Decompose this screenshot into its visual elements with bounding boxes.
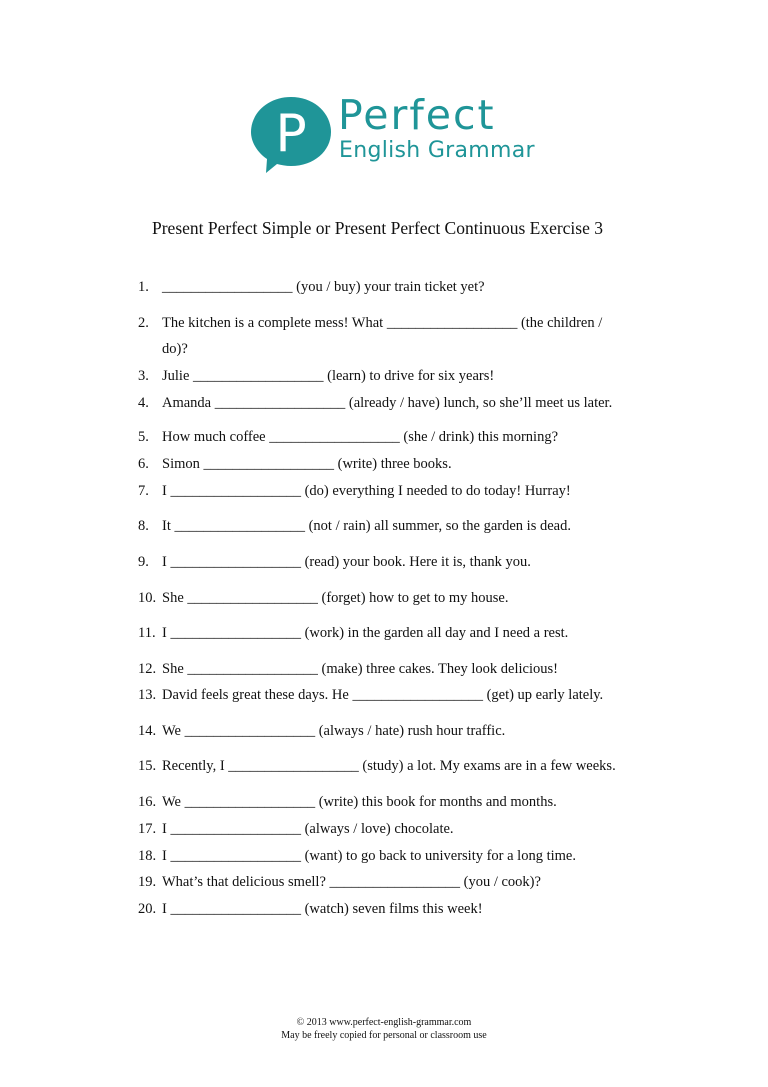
item-text: __________________ (you / buy) your train ticket yet? (162, 279, 485, 295)
exercise-item (138, 585, 509, 611)
exercise-item (138, 310, 602, 362)
exercise-item (138, 620, 568, 646)
item-text: I __________________ (always / love) chocolate. (162, 821, 454, 837)
logo-word-perfect: Perfect (338, 91, 496, 139)
exercise-item (138, 896, 483, 922)
item-number: 7. (138, 483, 149, 499)
item-text: Recently, I __________________ (study) a lot. My exams are in a few weeks. (162, 758, 616, 774)
exercise-item (138, 478, 571, 504)
logo-word-english-grammar: English Grammar (339, 138, 535, 163)
item-number: 20. (138, 901, 157, 917)
item-number: 4. (138, 395, 149, 411)
item-number: 19. (138, 874, 157, 890)
item-number: 6. (138, 456, 149, 472)
footer-usage-note: May be freely copied for personal or classroom use (281, 1030, 487, 1041)
item-number: 3. (138, 368, 149, 384)
logo-letter: P (275, 104, 307, 164)
exercise-item (138, 682, 603, 708)
item-text: What’s that delicious smell? __________________ (you / cook)? (162, 874, 541, 890)
item-number: 15. (138, 758, 157, 774)
item-text: How much coffee __________________ (she / drink) this morning? (162, 429, 559, 445)
item-number: 14. (138, 723, 157, 739)
item-text: I __________________ (watch) seven films this week! (162, 901, 483, 917)
item-number: 9. (138, 554, 149, 570)
exercise-item (138, 363, 494, 389)
item-text: We __________________ (always / hate) rush hour traffic. (162, 723, 506, 739)
exercise-item (138, 718, 505, 744)
item-number: 11. (138, 625, 156, 641)
item-text: Julie __________________ (learn) to drive for six years! (162, 368, 495, 384)
item-text: I __________________ (read) your book. Here it is, thank you. (162, 554, 531, 570)
item-text: I __________________ (do) everything I needed to do today! Hurray! (162, 483, 571, 499)
exercise-item (138, 549, 531, 575)
item-text: David feels great these days. He __________________ (get) up early lately. (162, 687, 604, 703)
item-text: I __________________ (want) to go back to university for a long time. (162, 848, 576, 864)
item-text: Simon __________________ (write) three books. (162, 456, 452, 472)
logo (247, 91, 537, 175)
item-number: 2. (138, 315, 149, 331)
exercise-item (138, 843, 576, 869)
footer (0, 1016, 768, 1042)
page-title: Present Perfect Simple or Present Perfect Continuous Exercise 3 (152, 218, 604, 238)
item-number: 1. (138, 279, 149, 295)
speech-bubble-icon (247, 95, 335, 175)
item-number: 12. (138, 661, 157, 677)
exercise-item (138, 789, 557, 815)
item-text: It __________________ (not / rain) all summer, so the garden is dead. (162, 518, 571, 534)
item-number: 8. (138, 518, 149, 534)
exercise-item (138, 513, 571, 539)
exercise-item (138, 869, 541, 895)
item-text: She __________________ (forget) how to get to my house. (162, 590, 509, 606)
exercise-item (138, 424, 558, 450)
item-text: The kitchen is a complete mess! What __________________ (the children / (162, 315, 603, 331)
item-number: 17. (138, 821, 157, 837)
exercise-item (138, 816, 454, 842)
item-number: 10. (138, 590, 157, 606)
item-text: We __________________ (write) this book for months and months. (162, 794, 557, 810)
item-text-continued: do)? (162, 341, 188, 357)
item-text: She __________________ (make) three cakes. They look delicious! (162, 661, 558, 677)
footer-copyright: © 2013 www.perfect-english-grammar.com (296, 1017, 472, 1028)
exercise-item (138, 656, 558, 682)
item-number: 16. (138, 794, 157, 810)
item-number: 18. (138, 848, 157, 864)
exercise-item (138, 753, 616, 779)
exercise-item (138, 390, 612, 416)
exercise-item (138, 451, 452, 477)
exercise-item (138, 274, 485, 300)
item-number: 5. (138, 429, 149, 445)
item-number: 13. (138, 687, 157, 703)
item-text: Amanda __________________ (already / have) lunch, so she’ll meet us later. (162, 395, 613, 411)
item-text: I __________________ (work) in the garden all day and I need a rest. (162, 625, 569, 641)
